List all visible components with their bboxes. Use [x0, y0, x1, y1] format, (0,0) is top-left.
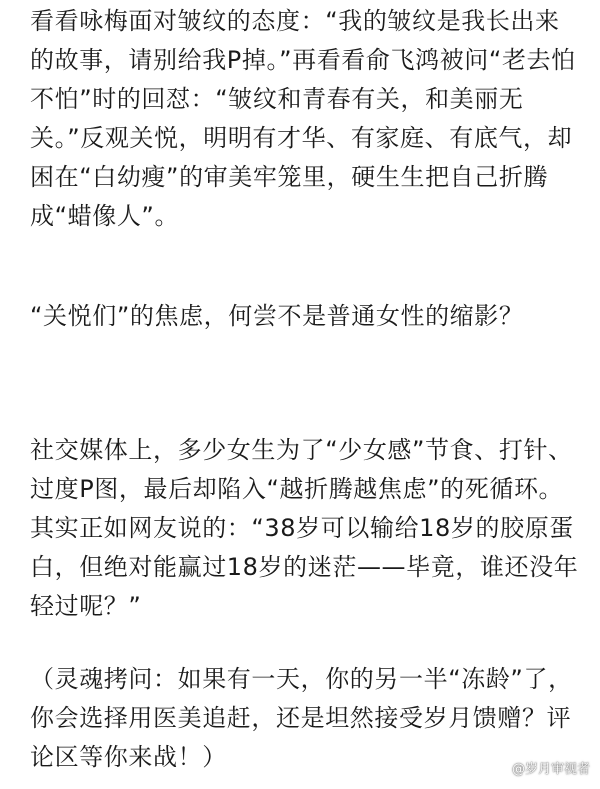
paragraph-2: “关悦们”的焦虑，何尝不是普通女性的缩影？	[30, 302, 524, 330]
paragraph-3: 社交媒体上，多少女生为了“少女感”节食、打针、过度P图，最后却陷入“越折腾越焦虑”的死循环。其实正如网友说的：“38岁可以输给18岁的胶原蛋白，但绝对能赢过18岁的迷茫——毕竟，谁还没年轻过呢？”	[30, 436, 579, 620]
paragraph-1: 看看咏梅面对皱纹的态度：“我的皱纹是我长出来的故事，请别给我P掉。”再看看俞飞鸿被问“老去怕不怕”时的回怼：“皱纹和青春有关，和美丽无关。”反观关悦，明明有才华、有家庭、有底气，却困在“白幼瘦”的审美牢笼里，硬生生把自己折腾成“蜡像人”。	[30, 7, 576, 230]
paragraph-4: （灵魂拷问：如果有一天，你的另一半“冻龄”了，你会选择用医美追赶，还是坦然接受岁月馈赠？评论区等你来战！）	[30, 665, 573, 771]
watermark-label: @岁月审视者	[511, 762, 590, 777]
watermark	[494, 758, 590, 777]
account-icon	[494, 761, 508, 775]
